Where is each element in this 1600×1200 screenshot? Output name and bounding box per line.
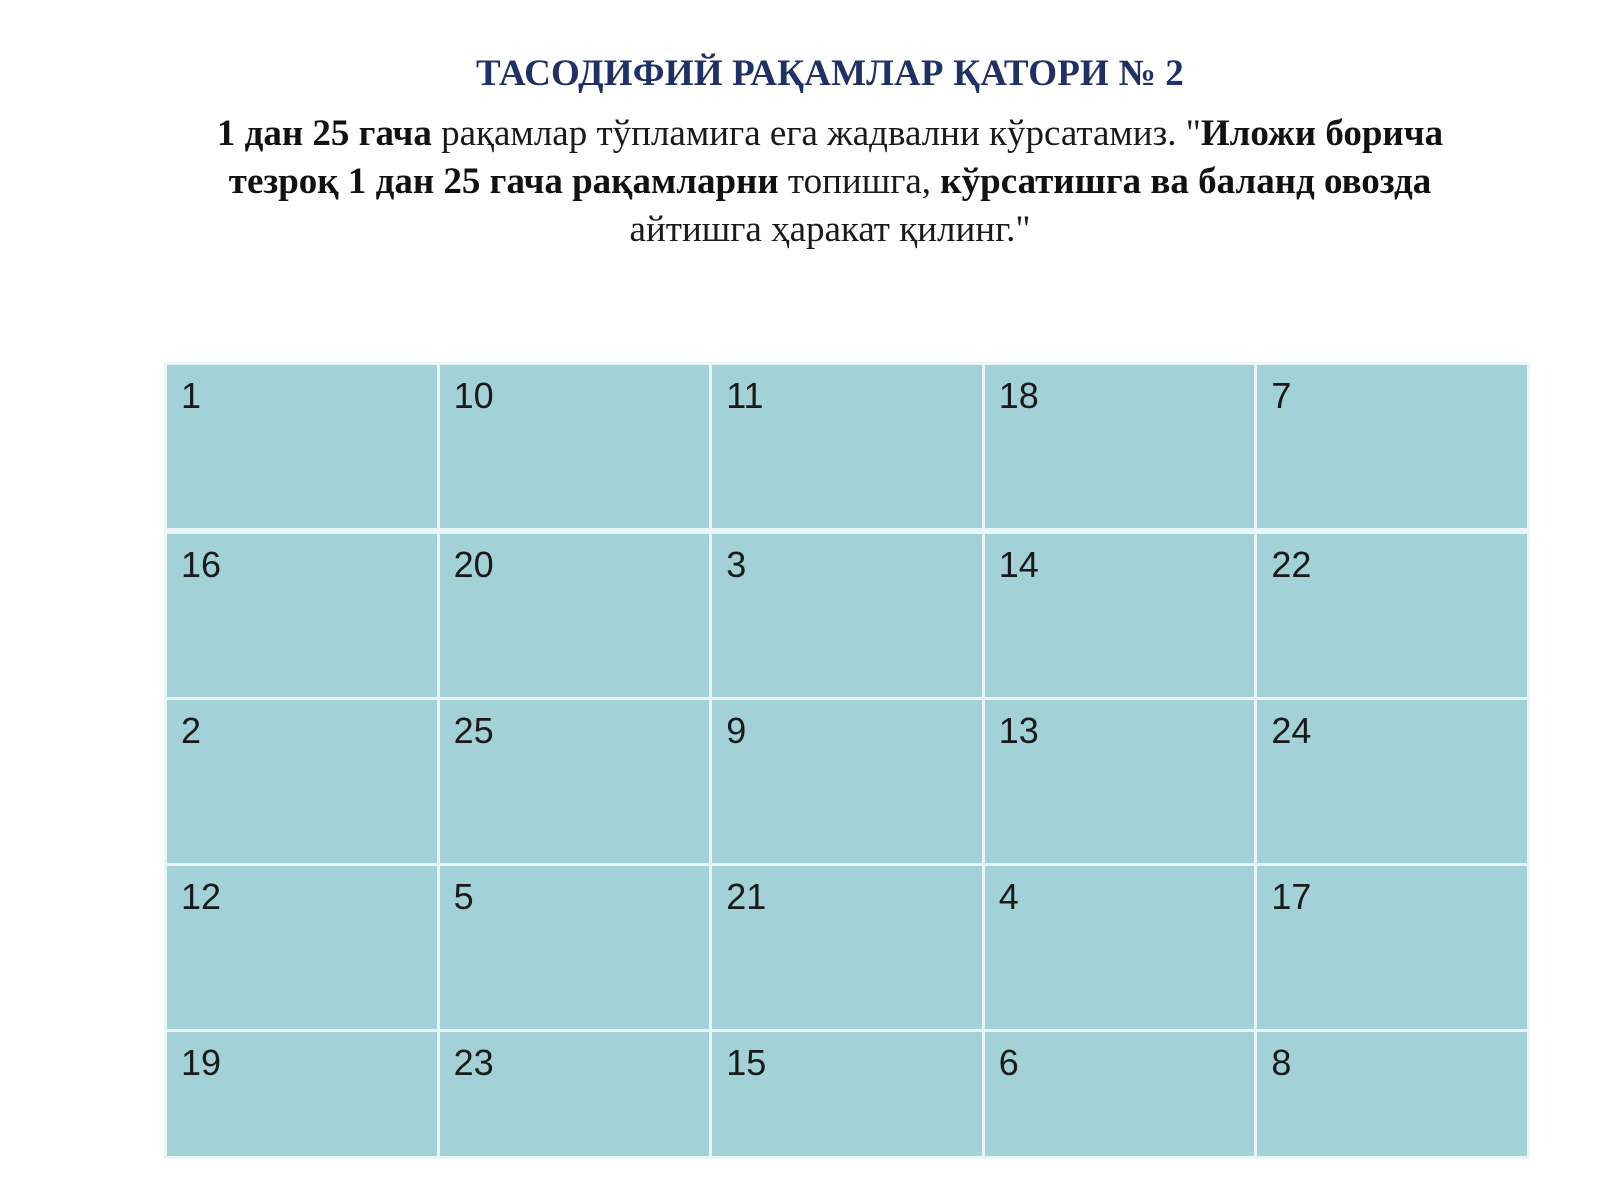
grid-cell: 25 xyxy=(438,699,711,865)
instructions-text-part: топишга, xyxy=(778,161,941,202)
grid-cell: 12 xyxy=(166,865,439,1031)
grid-cell: 10 xyxy=(438,364,711,532)
grid-cell: 5 xyxy=(438,865,711,1031)
grid-cell: 4 xyxy=(983,865,1256,1031)
grid-cell: 14 xyxy=(983,531,1256,699)
number-grid xyxy=(164,362,1530,1159)
grid-cell: 2 xyxy=(166,699,439,865)
grid-cell: 8 xyxy=(1256,1031,1529,1158)
grid-row xyxy=(166,364,1529,532)
grid-cell: 15 xyxy=(711,1031,984,1158)
grid-cell: 1 xyxy=(166,364,439,532)
instructions-bold-actions: кўрсатишга ва баланд овозда xyxy=(940,161,1432,202)
grid-cell: 7 xyxy=(1256,364,1529,532)
grid-cell: 20 xyxy=(438,531,711,699)
grid-row xyxy=(166,531,1529,699)
grid-cell: 18 xyxy=(983,364,1256,532)
grid-cell: 16 xyxy=(166,531,439,699)
page-title: ТАСОДИФИЙ РАҚАМЛАР ҚАТОРИ № 2 xyxy=(475,53,1185,94)
grid-cell: 22 xyxy=(1256,531,1529,699)
instructions-bold-task: Иложи борича тезроқ 1 дан 25 гача рақамларни xyxy=(228,113,1444,202)
grid-cell: 3 xyxy=(711,531,984,699)
instructions-text-part: рақамлар тўпламига ега жадвални кўрсатамиз. " xyxy=(431,113,1201,154)
grid-cell: 6 xyxy=(983,1031,1256,1158)
grid-cell: 19 xyxy=(166,1031,439,1158)
instructions-text xyxy=(200,110,1460,254)
grid-cell: 23 xyxy=(438,1031,711,1158)
instructions-text-part: айтишга ҳаракат қилинг." xyxy=(629,209,1031,250)
grid-cell: 17 xyxy=(1256,865,1529,1031)
instructions-bold-range: 1 дан 25 гача xyxy=(216,113,432,154)
grid-cell: 11 xyxy=(711,364,984,532)
grid-row xyxy=(166,865,1529,1031)
grid-cell: 21 xyxy=(711,865,984,1031)
grid-row xyxy=(166,1031,1529,1158)
grid-row xyxy=(166,699,1529,865)
grid-cell: 24 xyxy=(1256,699,1529,865)
grid-cell: 9 xyxy=(711,699,984,865)
grid-cell: 13 xyxy=(983,699,1256,865)
